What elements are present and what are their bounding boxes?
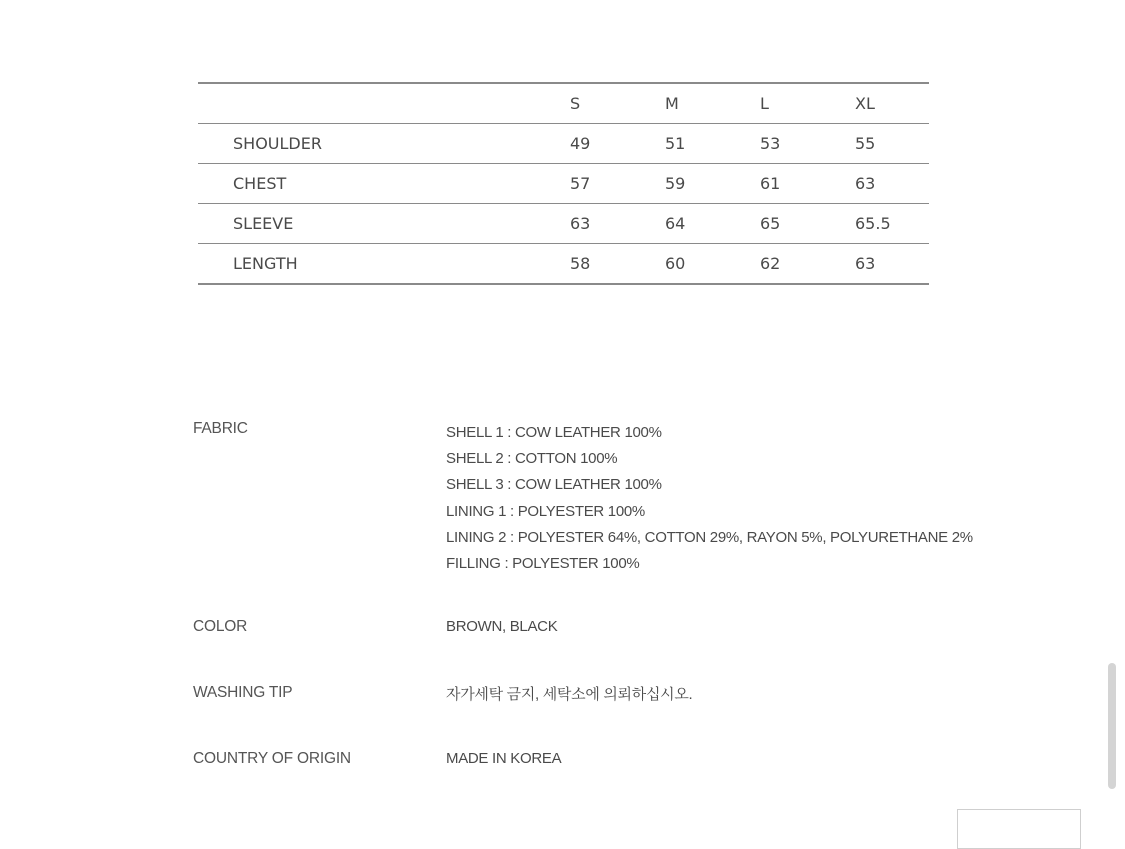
measurement-value: 53 [760,134,781,153]
country-of-origin-label: COUNTRY OF ORIGIN [193,750,351,767]
list-item: FILLING : POLYESTER 100% [446,555,640,573]
washing-tip-value: 자가세탁 금지, 세탁소에 의뢰하십시오. [446,686,693,703]
measurement-value: 63 [855,174,876,193]
fabric-composition-list [446,420,973,577]
measurement-value: 63 [570,214,591,233]
list-item: SHELL 1 : COW LEATHER 100% [446,424,662,441]
color-value: BROWN, BLACK [446,618,558,635]
measurement-label: LENGTH [233,254,298,273]
size-row-length [198,244,929,285]
measurement-value: 58 [570,254,591,273]
list-item: LINING 1 : POLYESTER 100% [446,502,645,520]
measurement-label: CHEST [233,174,287,193]
size-row-sleeve [198,204,929,244]
measurement-value: 61 [760,174,781,193]
measurement-label: SHOULDER [233,134,322,153]
scrollbar-thumb[interactable] [1108,663,1116,789]
size-header-xl: XL [855,94,875,113]
measurement-value: 65 [760,214,781,233]
size-header-m: M [665,94,679,113]
measurement-value: 65.5 [855,214,891,233]
washing-tip-label: WASHING TIP [193,684,293,701]
measurement-value: 62 [760,254,781,273]
color-label: COLOR [193,618,248,635]
size-chart-table [198,82,929,285]
measurement-value: 51 [665,134,686,153]
list-item: LINING 2 : POLYESTER 64%, COTTON 29%, RAYON 5%, POLYURETHANE 2% [446,528,973,546]
size-header-s: S [570,94,581,113]
measurement-value: 49 [570,134,591,153]
measurement-value: 63 [855,254,876,273]
floating-button[interactable] [957,809,1081,849]
measurement-value: 57 [570,174,591,193]
measurement-value: 55 [855,134,876,153]
measurement-value: 64 [665,214,686,233]
measurement-value: 60 [665,254,686,273]
measurement-value: 59 [665,174,686,193]
country-of-origin-value: MADE IN KOREA [446,750,562,767]
size-table-header-row [198,84,929,124]
size-row-shoulder [198,124,929,164]
list-item: SHELL 2 : COTTON 100% [446,450,618,468]
list-item: SHELL 3 : COW LEATHER 100% [446,476,662,494]
size-header-l: L [760,94,769,113]
fabric-label: FABRIC [193,420,248,437]
measurement-label: SLEEVE [233,214,294,233]
size-row-chest [198,164,929,204]
